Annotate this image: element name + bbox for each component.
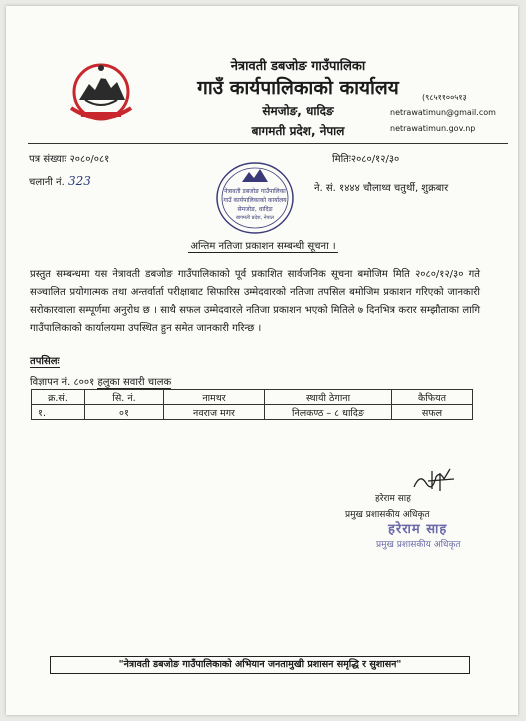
title-stamp: प्रमुख प्रशासकीय अधिकृत — [376, 540, 461, 550]
nepal-sambat-date: ने. सं. १४४४ चौलाथ्व चतुर्थी, शुक्रबार — [314, 183, 449, 194]
results-table — [31, 389, 473, 420]
signature-icon — [410, 465, 458, 495]
details-label: तपसिलः — [30, 353, 60, 368]
col-serial: क्र.सं. — [32, 390, 85, 405]
col-address: स्थायी ठेगाना — [265, 390, 392, 405]
subject-text: अन्तिम नतिजा प्रकाशन सम्बन्धी सूचना । — [190, 241, 336, 252]
table-header-row — [32, 390, 473, 405]
dispatch-value: 323 — [67, 174, 91, 188]
cell-remarks: सफल — [392, 405, 473, 420]
contact-website: netrawatimun.gov.np — [390, 124, 476, 133]
dispatch-number — [29, 174, 91, 188]
cell-roll-number: ०१ — [85, 405, 164, 420]
col-name: नामथर — [164, 390, 265, 405]
cell-name: नवराज मगर — [164, 405, 265, 420]
letter-date — [332, 151, 399, 165]
stamp-line-1: नेत्रावती डबजोङ गाउँपालिका — [224, 188, 286, 195]
body-paragraph: प्रस्तुत सम्बन्धमा यस नेत्रावती डबजोङ गाउँपालिकाको पूर्व प्रकाशित सार्वजनिक सूचना बमोजिम मिति २०८०/१२/३० गते सञ्चालित प्रयोगात्मक तथा अन्तर्वार्ता परीक्षाबाट सिफारिस उम्मेदवारको नतिजा तपसिल बमोजिम प्रकाशन गरिएको जानकारी सरोकारवाला सम्पूर्णमा अनुरोध छ । साथै सफल उम्मेदवारले नतिजा प्रकाशन भएको मितिले ७ दिनभित्र करार सम्झौताका लागि गाउँपालिकाको कार्यालयमा उपस्थित हुन समेत जानकारी गरिन्छ । — [30, 269, 480, 334]
reference-number — [29, 151, 109, 165]
col-roll-number: सि. नं. — [85, 390, 164, 405]
office-name: गाउँ कार्यपालिकाको कार्यालय — [197, 77, 399, 99]
header-divider — [28, 143, 508, 144]
reference-label: पत्र संख्याः — [29, 154, 67, 165]
office-province: बागमती प्रदेश, नेपाल — [251, 124, 345, 138]
contact-phone: (९८५११००५१३ — [422, 93, 467, 102]
contact-email: netrawatimun@gmail.com — [390, 108, 496, 117]
signatory-title: प्रमुख प्रशासकीय अधिकृत — [345, 510, 430, 520]
signatory-name: हरेराम साह — [375, 494, 411, 504]
reference-value: २०८०/०८१ — [69, 154, 110, 165]
notice-line — [30, 374, 171, 388]
dispatch-label: चलानी नं. — [29, 177, 65, 188]
subject-line — [0, 238, 526, 252]
table-row — [32, 405, 473, 420]
cell-serial: १. — [32, 405, 85, 420]
stamp-line-3: सेमजोङ, धादिङ — [237, 206, 273, 213]
notice-label: विज्ञापन नं. ८००१ — [30, 377, 95, 388]
cell-address: निलकण्ठ – ८ धादिङ — [265, 405, 392, 420]
stamp-line-4: बागमती प्रदेश, नेपाल — [235, 215, 275, 221]
stamp-line-2: गाउँ कार्यपालिकाको कार्यालय — [223, 197, 287, 204]
office-address: सेमजोङ, धादिङ — [262, 104, 334, 118]
footer-slogan: "नेत्रावती डबजोङ गाउँपालिकाको अभियान जनतामुखी प्रशासन समृद्धि र सुशासन" — [50, 656, 470, 674]
col-remarks: कैफियत — [392, 390, 473, 405]
name-stamp: हरेराम साह — [388, 522, 448, 537]
municipality-name: नेत्रावती डबजोङ गाउँपालिका — [230, 59, 366, 74]
office-stamp-icon — [214, 160, 296, 236]
notice-position: हलुका सवारी चालक — [97, 377, 172, 388]
date-label: मितिः — [332, 154, 351, 165]
date-value: २०८०/१२/३० — [350, 154, 400, 165]
